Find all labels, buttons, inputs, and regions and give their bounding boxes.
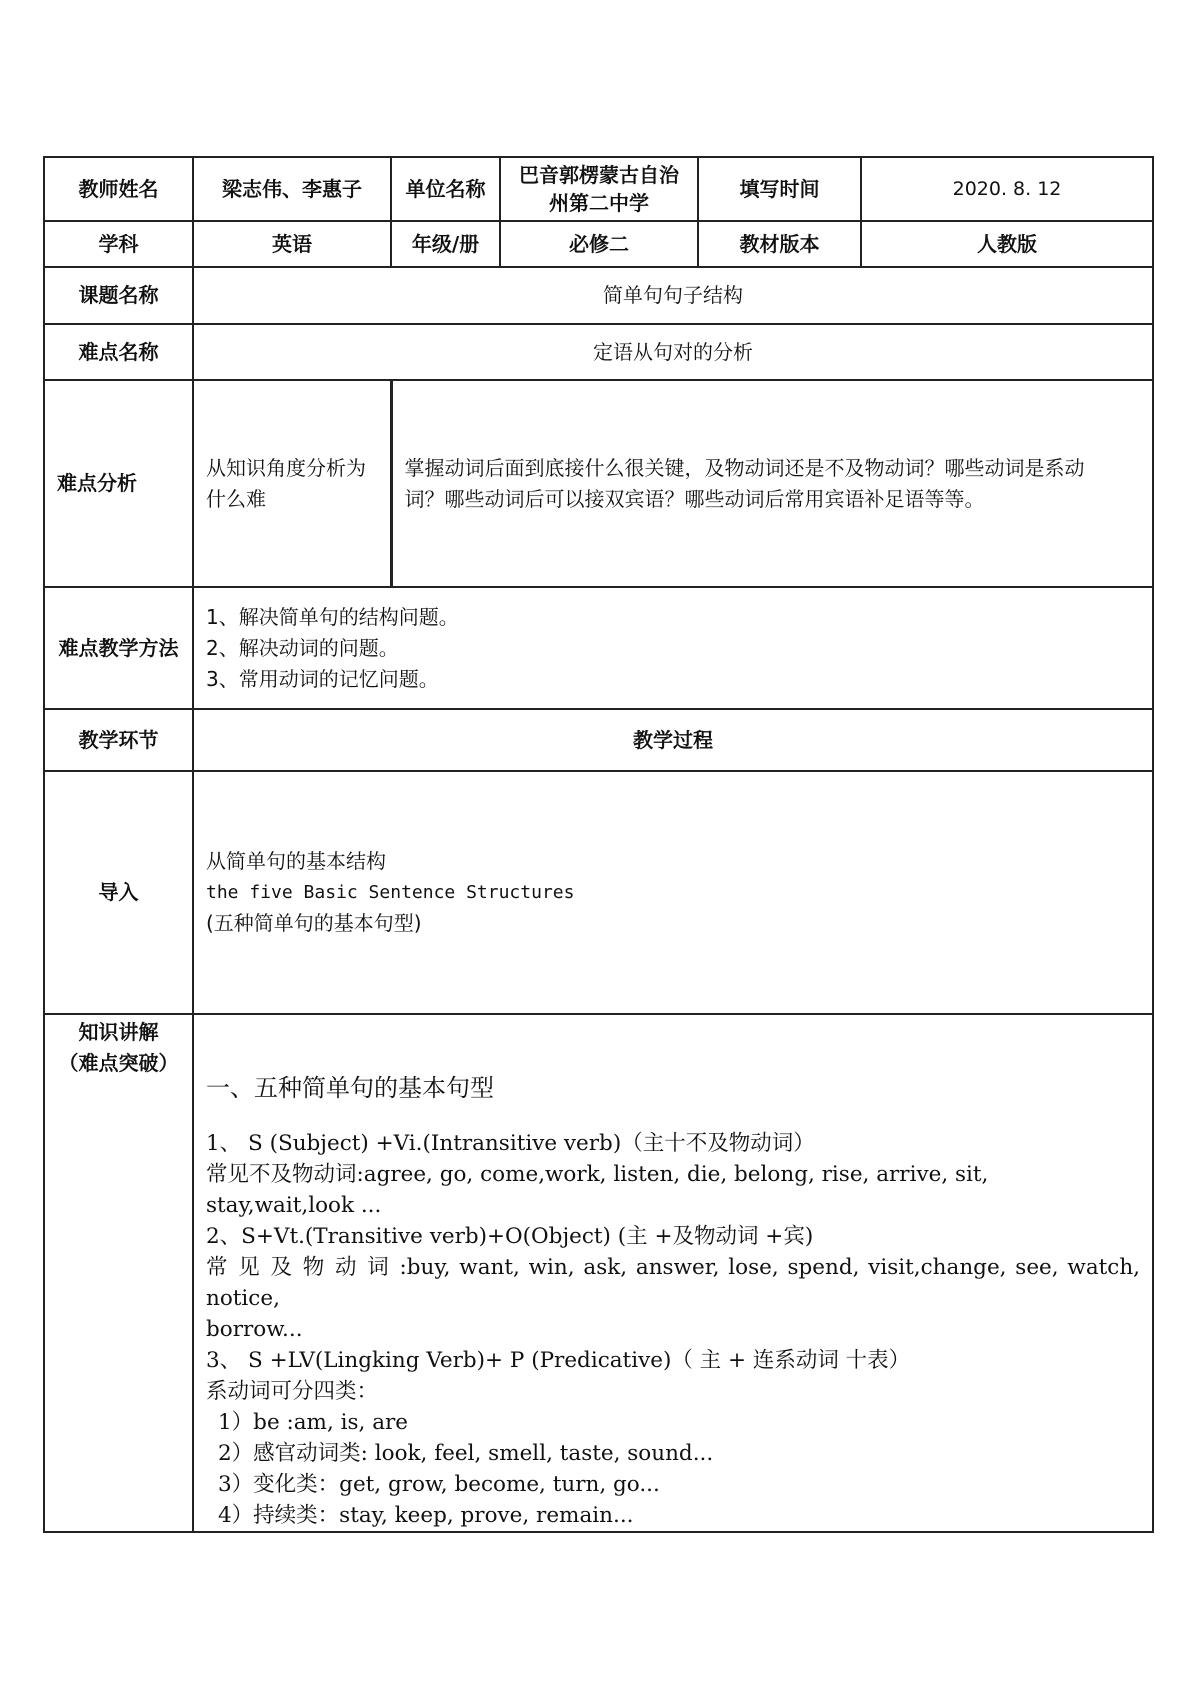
knowledge-line: 1、 S (Subject) +Vi.(Intransitive verb)（主十不及物动词） (206, 1131, 815, 1156)
info-row-1 (44, 157, 1153, 221)
knowledge-line: 2、S+Vt.(Transitive verb)+O(Object) (主 +及物动词 +宾) (206, 1224, 814, 1249)
intro-row (44, 771, 1153, 1014)
knowledge-line: borrow... (206, 1317, 303, 1342)
teacher-value: 梁志伟、李惠子 (193, 157, 391, 221)
info-row-2 (44, 221, 1153, 267)
analysis-text (391, 380, 1153, 587)
process-step-label: 教学环节 (44, 709, 193, 771)
analysis-label: 难点分析 (44, 380, 193, 587)
knowledge-line: 3、 S +LV(Lingking Verb)+ P (Predicative)（ 主 + 连系动词 十表） (206, 1348, 911, 1373)
method-item: 2、解决动词的问题。 (206, 635, 399, 660)
knowledge-line: 系动词可分四类： (206, 1379, 379, 1404)
difficulty-row (44, 324, 1153, 380)
unit-label: 单位名称 (391, 157, 500, 221)
topic-label: 课题名称 (44, 267, 193, 324)
edition-label: 教材版本 (698, 221, 861, 267)
lesson-table (43, 156, 1154, 1533)
analysis-sub-label-line2: 什么难 (206, 486, 266, 511)
knowledge-label (44, 1014, 193, 1532)
intro-line1: 从简单句的基本结构 (206, 849, 386, 873)
intro-line3: (五种简单句的基本句型) (206, 911, 422, 935)
knowledge-label-line1: 知识讲解 (78, 1020, 159, 1044)
intro-body (193, 771, 1153, 1014)
unit-value (500, 157, 698, 221)
process-header-row (44, 709, 1153, 771)
subject-value: 英语 (193, 221, 391, 267)
analysis-sub-label (193, 380, 391, 587)
knowledge-line: 3）变化类：get, grow, become, turn, go... (218, 1472, 660, 1497)
knowledge-row (44, 1014, 1153, 1532)
method-label: 难点教学方法 (44, 587, 193, 709)
grade-value: 必修二 (500, 221, 698, 267)
knowledge-body (193, 1014, 1153, 1532)
method-item: 3、常用动词的记忆问题。 (206, 666, 439, 691)
knowledge-lines (206, 1128, 1140, 1531)
knowledge-line: 1）be :am, is, are (218, 1410, 409, 1435)
analysis-row (44, 380, 1153, 587)
difficulty-value: 定语从句对的分析 (193, 324, 1153, 380)
fill-time-label: 填写时间 (698, 157, 861, 221)
unit-value-line1: 巴音郭楞蒙古自治 (519, 163, 679, 187)
fill-time-value: 2020. 8. 12 (861, 157, 1153, 221)
unit-value-line2: 州第二中学 (549, 191, 649, 215)
knowledge-line: 4）持续类：stay, keep, prove, remain... (218, 1503, 634, 1528)
intro-line2: the five Basic Sentence Structures (206, 882, 575, 903)
knowledge-heading: 一、五种简单句的基本句型 (206, 1074, 494, 1102)
topic-row (44, 267, 1153, 324)
intro-label: 导入 (44, 771, 193, 1014)
subject-label: 学科 (44, 221, 193, 267)
knowledge-label-line2: （难点突破） (58, 1051, 179, 1075)
analysis-text-line1: 掌握动词后面到底接什么很关键，及物动词还是不及物动词？哪些动词是系动 (404, 455, 1085, 480)
knowledge-line: 2）感官动词类: look, feel, smell, taste, sound... (218, 1441, 714, 1466)
edition-value: 人教版 (861, 221, 1153, 267)
knowledge-line: 常见不及物动词:agree, go, come,work, listen, die, belong, rise, arrive, sit, stay,wait,look ... (206, 1162, 989, 1218)
knowledge-line: 常 见 及 物 动 词 :buy, want, win, ask, answer, lose, spend, visit,change, see, watch, notice, (206, 1255, 1140, 1311)
topic-value: 简单句句子结构 (193, 267, 1153, 324)
analysis-sub-label-line1: 从知识角度分析为 (206, 455, 366, 480)
method-items (193, 587, 1153, 709)
process-label: 教学过程 (193, 709, 1153, 771)
method-item: 1、解决简单句的结构问题。 (206, 604, 459, 629)
method-row (44, 587, 1153, 709)
lesson-form (43, 156, 1152, 1533)
grade-label: 年级/册 (391, 221, 500, 267)
difficulty-label: 难点名称 (44, 324, 193, 380)
teacher-label: 教师姓名 (44, 157, 193, 221)
analysis-text-line2: 词？哪些动词后可以接双宾语？哪些动词后常用宾语补足语等等。 (404, 486, 985, 511)
